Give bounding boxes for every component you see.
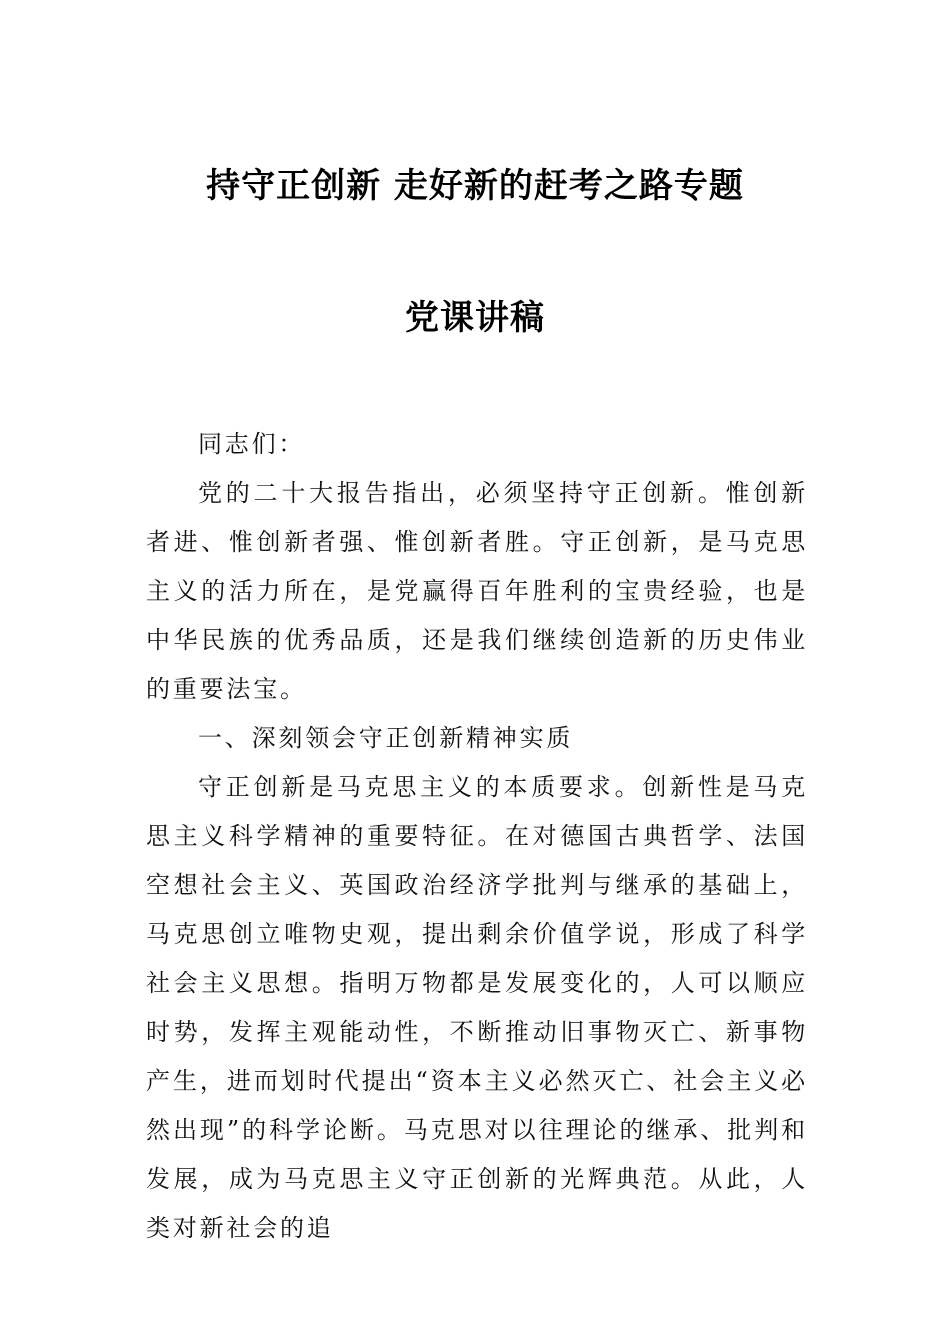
body-paragraph: 守正创新是马克思主义的本质要求。创新性是马克思主义科学精神的重要特征。在对德国古典哲学、法国空想社会主义、英国政治经济学批判与继承的基础上，马克思创立唯物史观，提出剩余价值学说，形成了科学社会主义思想。指明万物都是发展变化的，人可以顺应时势，发挥主观能动性，不断推动旧事物灭亡、新事物产生，进而划时代提出“资本主义必然灭亡、社会主义必然出现”的科学论断。马克思对以往理论的继承、批判和发展，成为马克思主义守正创新的光辉典范。从此，人类对新社会的追 (146, 773, 808, 1242)
section-heading: 一、深刻领会守正创新精神实质 (198, 724, 574, 752)
salutation-paragraph: 同志们： (198, 430, 306, 458)
document-title-line-2: 党课讲稿 (405, 298, 545, 338)
document-title-line-1: 持守正创新 走好新的赶考之路专题 (206, 166, 744, 206)
intro-paragraph: 党的二十大报告指出，必须坚持守正创新。惟创新者进、惟创新者强、惟创新者胜。守正创新，是马克思主义的活力所在，是党赢得百年胜利的宝贵经验，也是中华民族的优秀品质，还是我们继续创造新的历史伟业的重要法宝。 (146, 479, 808, 703)
document-body (146, 420, 808, 1253)
